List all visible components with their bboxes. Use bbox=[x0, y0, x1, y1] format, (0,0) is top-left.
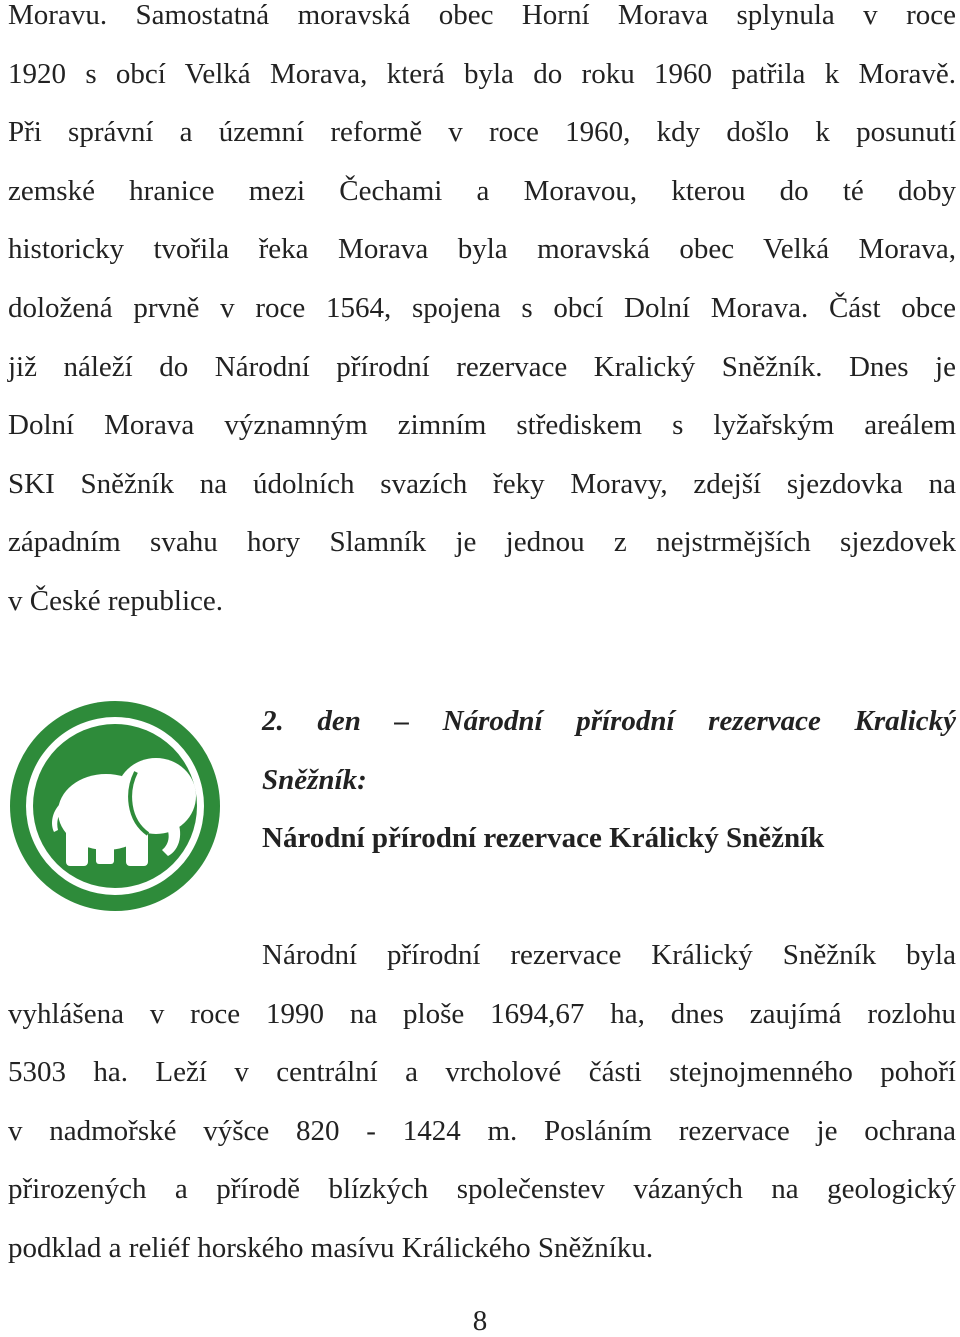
text-line: přirozených a přírodě blízkých společenstev vázaných na geologický bbox=[8, 1173, 956, 1206]
text-line: západním svahu hory Slamník je jednou z nejstrmějších sjezdovek bbox=[8, 526, 956, 559]
text-line: Dolní Morava významným zimním střediskem s lyžařským areálem bbox=[8, 409, 956, 442]
page-number: 8 bbox=[472, 1305, 488, 1337]
text-line: v České republice. bbox=[8, 584, 224, 617]
paragraph-reservation-info bbox=[8, 926, 956, 1278]
text-line: v nadmořské výšce 820 - 1424 m. Posláním rezervace je ochrana bbox=[8, 1114, 956, 1147]
day-two-heading bbox=[262, 692, 956, 868]
text-line: SKI Sněžník na údolních svazích řeky Moravy, zdejší sjezdovka na bbox=[8, 467, 956, 500]
paragraph-morava-history bbox=[8, 0, 956, 631]
heading-line: Sněžník: bbox=[262, 763, 367, 796]
text-line: 5303 ha. Leží v centrální a vrcholové části stejnojmenného pohoří bbox=[8, 1056, 956, 1089]
text-line: zemské hranice mezi Čechami a Moravou, kterou do té doby bbox=[8, 174, 956, 207]
text-line: doložená prvně v roce 1564, spojena s obcí Dolní Morava. Část obce bbox=[8, 291, 956, 324]
text-line: již náleží do Národní přírodní rezervace Kralický Sněžník. Dnes je bbox=[8, 350, 956, 383]
text-line: vyhlášena v roce 1990 na ploše 1694,67 ha, dnes zaujímá rozlohu bbox=[8, 997, 956, 1030]
subheading: Národní přírodní rezervace Králický Sněžník bbox=[262, 822, 825, 855]
text-line: podklad a reliéf horského masívu Králického Sněžníku. bbox=[8, 1231, 654, 1264]
text-line: Národní přírodní rezervace Králický Sněžník byla bbox=[262, 939, 956, 971]
heading-line: 2. den – Národní přírodní rezervace Kralický bbox=[262, 705, 956, 737]
text-line: Moravu. Samostatná moravská obec Horní Morava splynula v roce bbox=[8, 0, 956, 31]
text-line: historicky tvořila řeka Morava byla moravská obec Velká Morava, bbox=[8, 233, 956, 266]
text-line: 1920 s obcí Velká Morava, která byla do roku 1960 patřila k Moravě. bbox=[8, 57, 956, 90]
elephant-icon bbox=[8, 700, 222, 912]
text-line: Při správní a územní reformě v roce 1960, kdy došlo k posunutí bbox=[8, 116, 956, 149]
